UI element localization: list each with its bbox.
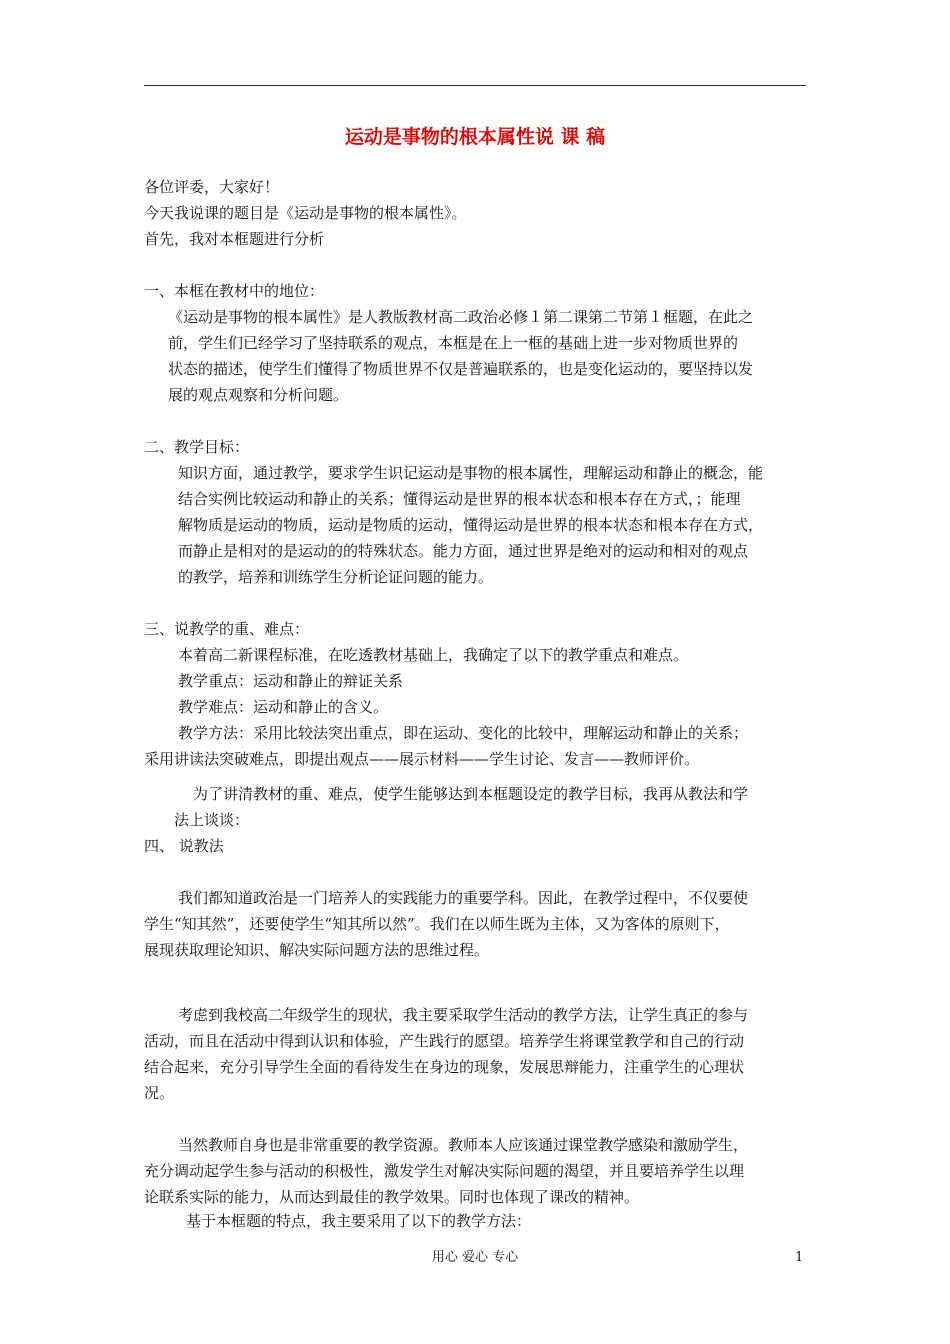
paragraph-line: 为了讲清教材的重、难点，使学生能够达到本框题设定的教学目标，我再从教法和学 [193, 785, 749, 803]
paragraph-line: 《运动是事物的根本属性》是人教版教材高二政治必修１第二课第二节第１框题，在此之 [168, 308, 754, 326]
paragraph-line: 状态的描述，使学生们懂得了物质世界不仅是普遍联系的，也是变化运动的，要坚持以发 [168, 360, 754, 378]
paragraph-line: 的教学，培养和训练学生分析论证问题的能力。 [178, 568, 494, 586]
section-heading-4: 四、 说教法 [144, 837, 224, 855]
intro-line: 首先，我对本框题进行分析 [144, 230, 325, 248]
page-number: 1 [795, 1250, 804, 1265]
paragraph-line: 解物质是运动的物质，运动是物质的运动，懂得运动是世界的根本状态和根本存在方式， [178, 516, 764, 534]
paragraph-line: 展的观点观察和分析问题。 [168, 386, 349, 404]
greeting-line: 各位评委，大家好！ [144, 178, 280, 196]
section-heading-2: 二、教学目标： [144, 438, 250, 456]
paragraph-line: 我们都知道政治是一门培养人的实践能力的重要学科。因此，在教学过程中，不仅要使 [178, 889, 749, 907]
paragraph-line: 本着高二新课程标准，在吃透教材基础上，我确定了以下的教学重点和难点。 [178, 646, 689, 664]
section-heading-1: 一、本框在教材中的地位： [144, 282, 325, 300]
paragraph-line: 结合起来，充分引导学生全面的看待发生在身边的现象，发展思辩能力，注重学生的心理状 [144, 1058, 745, 1076]
paragraph-line: 当然教师自身也是非常重要的教学资源。教师本人应该通过课堂教学感染和激励学生， [178, 1136, 749, 1154]
paragraph-line: 考虑到我校高二年级学生的现状，我主要采取学生活动的教学方法，让学生真正的参与 [178, 1006, 749, 1024]
topic-line: 今天我说课的题目是《运动是事物的根本属性》。 [144, 204, 467, 222]
document-title: 运动是事物的根本属性说 课 稿 [344, 126, 606, 148]
paragraph-line: 教学重点：运动和静止的辩证关系 [178, 672, 404, 690]
paragraph-line: 展现获取理论知识、解决实际问题方法的思维过程。 [144, 941, 490, 959]
paragraph-line: 而静止是相对的是运动的的特殊状态。能力方面，通过世界是绝对的运动和相对的观点 [178, 542, 749, 560]
paragraph-line: 活动，而且在活动中得到认识和体验，产生践行的愿望。培养学生将课堂教学和自己的行动 [144, 1032, 745, 1050]
paragraph-line: 况。 [144, 1084, 175, 1102]
section-heading-3: 三、说教学的重、难点： [144, 620, 310, 638]
paragraph-line: 采用讲读法突破难点，即提出观点——展示材料——学生讨论、发言——教师评价。 [144, 750, 700, 768]
paragraph-line: 法上谈谈： [174, 811, 250, 829]
paragraph-line: 论联系实际的能力，从而达到最佳的教学效果。同时也体现了课改的精神。 [144, 1188, 640, 1206]
paragraph-line: 教学难点：运动和静止的含义。 [178, 698, 389, 716]
paragraph-line: 结合实例比较运动和静止的关系；懂得运动是世界的根本状态和根本存在方式，；能理 [178, 490, 741, 508]
paragraph-line: 前，学生们已经学习了坚持联系的观点，本框是在上一框的基础上进一步对物质世界的 [168, 334, 739, 352]
paragraph-line: 基于本框题的特点，我主要采用了以下的教学方法： [186, 1212, 532, 1230]
paragraph-line: 充分调动起学生参与活动的积极性，激发学生对解决实际问题的渴望，并且要培养学生以理 [144, 1162, 745, 1180]
paragraph-line: 学生“知其然”，还要使学生“知其所以然”。我们在以师生既为主体，又为客体的原则下， [144, 915, 730, 933]
header-rule [144, 85, 806, 86]
footer-text: 用心 爱心 专心 [431, 1250, 519, 1265]
paragraph-line: 知识方面，通过教学，要求学生识记运动是事物的根本属性，理解运动和静止的概念，能 [178, 464, 764, 482]
paragraph-line: 教学方法：采用比较法突出重点，即在运动、变化的比较中，理解运动和静止的关系； [178, 724, 749, 742]
